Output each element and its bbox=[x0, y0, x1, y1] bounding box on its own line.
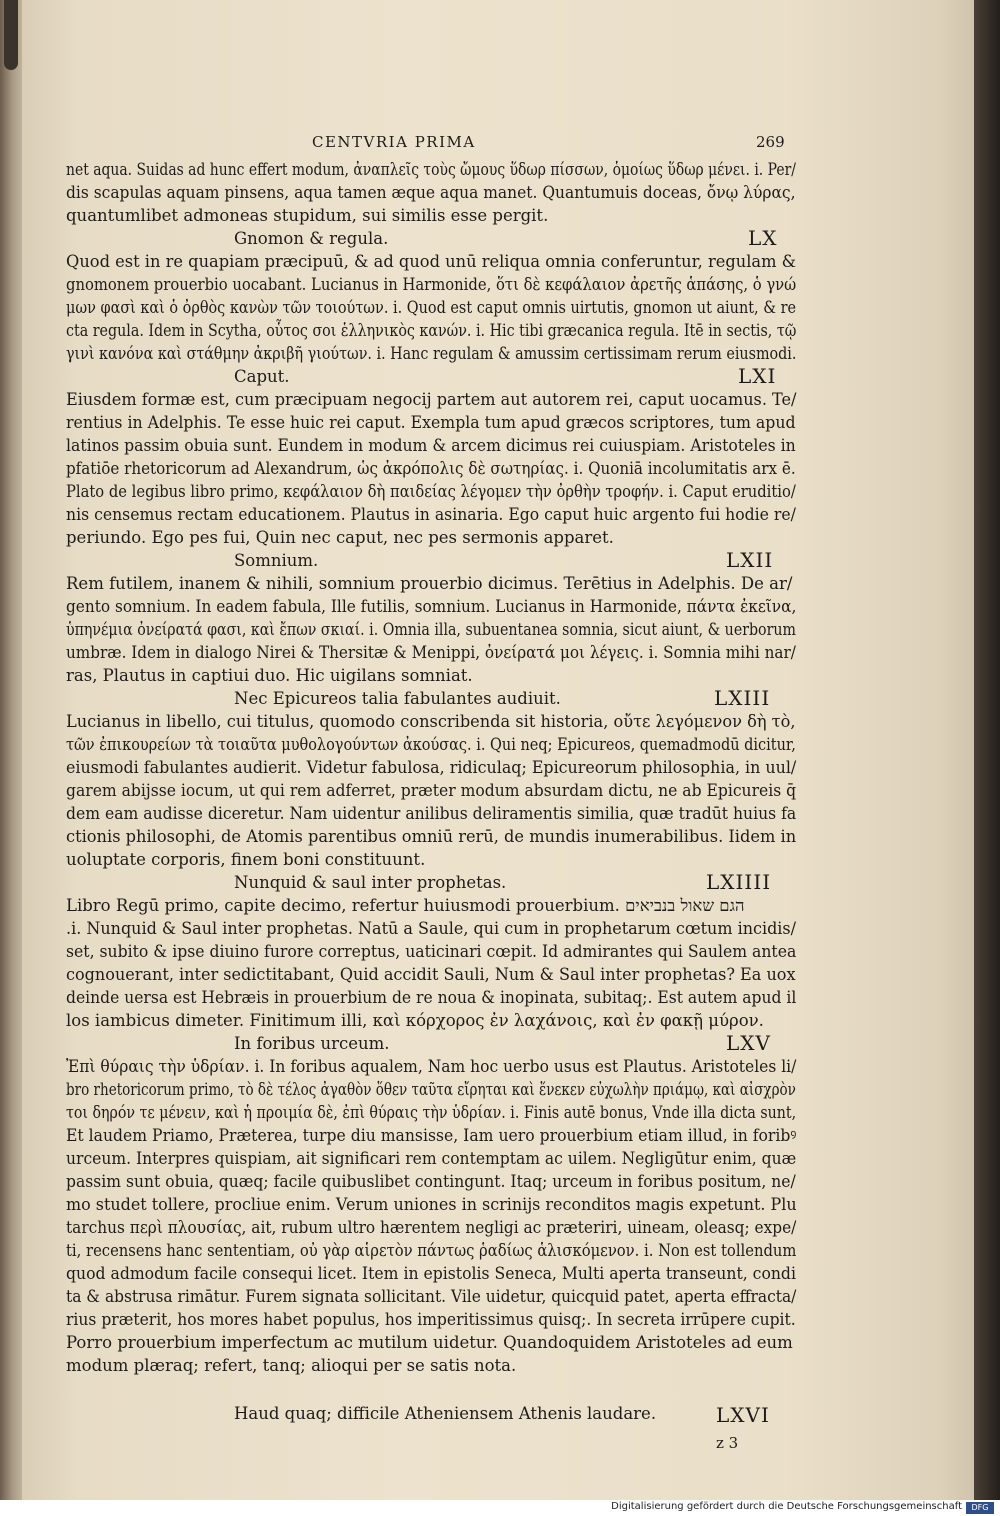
text-line: bro rhetoricorum primo, τὸ δὲ τέλος ἀγαθὸν ὅθεν ταῦτα εἴρηται καὶ ἕνεκεν εὐχωλὴν πριάμῳ, καὶ αἰσχρὸν bbox=[66, 1080, 796, 1099]
heading-title: Gnomon & regula. bbox=[234, 229, 389, 248]
heading-number: LXII bbox=[726, 548, 774, 572]
page-edge-shadow bbox=[974, 0, 1000, 1500]
text-line: gnomonem prouerbio uocabant. Lucianus in Harmonide, ὅτι δὲ κεφάλαιον ἀρετῆς ἁπάσης, ὁ γνώ bbox=[66, 275, 797, 294]
text-line: ὑπηνέμια ὀνείρατά φασι, καὶ ἔπων σκιαί. i. Omnia illa, subuentanea somnia, sicut aiunt, & uerborum bbox=[66, 620, 796, 639]
text-line: set, subito & ipse diuino furore correptus, uaticinari cœpit. Id admirantes qui Saulem antea bbox=[66, 942, 797, 961]
heading-number: LXI bbox=[738, 364, 777, 388]
heading-number: LXVI bbox=[716, 1403, 770, 1427]
heading-title: Haud quaq; difficile Atheniensem Athenis laudare. bbox=[234, 1404, 657, 1423]
text-line: Eiusdem formæ est, cum præcipuam negocij partem aut autorem rei, caput uocamus. Te/ bbox=[66, 390, 797, 409]
running-head: CENTVRIA PRIMA bbox=[312, 133, 476, 151]
folio-number: 269 bbox=[756, 133, 785, 151]
text-line: τοι δηρόν τε μένειν, καὶ ἡ προιμία δὲ, ἐπὶ θύραις τὴν ὑδρίαν. i. Finis autē bonus, Vnde illa dicta sunt, bbox=[66, 1103, 797, 1122]
text-line: Libro Regū primo, capite decimo, refertur huiusmodi prouerbium. הגם שאול בנביאים bbox=[66, 896, 745, 915]
text-line: gento somnium. In eadem fabula, Ille futilis, somnium. Lucianus in Harmonide, πάντα ἐκεῖνα, bbox=[66, 597, 797, 616]
text-line: tarchus περὶ πλουσίας, ait, rubum ultro hærentem negligi ac præteriri, uineam, oleasq; expe/ bbox=[66, 1218, 797, 1237]
text-line: ti, recensens hanc sententiam, οὐ γὰρ αἱρετὸν πάντως ῥαδίως ἁλισκόμενον. i. Non est tollendum bbox=[66, 1241, 797, 1260]
text-line: cognouerant, inter sedictitabant, Quid accidit Sauli, Num & Saul inter prophetas? Ea uox bbox=[66, 965, 796, 984]
text-line: .i. Nunquid & Saul inter prophetas. Natū a Saule, qui cum in prophetarum cœtum incidis/ bbox=[66, 919, 797, 938]
text-line: latinos passim obuia sunt. Eundem in modum & arcem dicimus rei cuiuspiam. Aristoteles in bbox=[66, 436, 796, 455]
footer-credit: Digitalisierung gefördert durch die Deutsche Forschungsgemeinschaft bbox=[611, 1501, 962, 1512]
text-line: Quod est in re quapiam præcipuū, & ad quod unū reliqua omnia conferuntur, regulam & bbox=[66, 252, 797, 271]
text-line: quod admodum facile consequi licet. Item in epistolis Seneca, Multi aperta transeunt, condi bbox=[66, 1264, 796, 1283]
text-line: dis scapulas aquam pinsens, aqua tamen æque aqua manet. Quantumuis doceas, ὄνῳ λύρας, bbox=[66, 183, 796, 202]
binding-spine bbox=[4, 0, 18, 70]
text-line: eiusmodi fabulantes audierit. Videtur fabulosa, ridiculaq; Epicureorum philosophia, in uul/ bbox=[66, 758, 797, 777]
heading-title: Nec Epicureos talia fabulantes audiuit. bbox=[234, 689, 561, 708]
text-line: Rem futilem, inanem & nihili, somnium prouerbio dicimus. Terētius in Adelphis. De ar/ bbox=[66, 574, 793, 593]
text-line: nis censemus rectam educationem. Plautus in asinaria. Ego caput huic argento fui hodie re/ bbox=[66, 505, 796, 524]
text-line: ctionis philosophi, de Atomis parentibus omniū rerū, de mundis inumerabilibus. Iidem in bbox=[66, 827, 797, 846]
text-line: los iambicus dimeter. Finitimum illi, καὶ κόρχορος ἐν λαχάνοις, καὶ ἐν φακῇ μύρον. bbox=[66, 1011, 764, 1030]
text-line: rentius in Adelphis. Te esse huic rei caput. Exempla tum apud græcos scriptores, tum apud bbox=[66, 413, 796, 432]
heading-number: LXV bbox=[726, 1031, 771, 1055]
text-line: cta regula. Idem in Scytha, οὗτος σοι ἑλληνικὸς κανών. i. Hic tibi græcanica regula. Itē in sectis, τῷ bbox=[66, 321, 797, 340]
text-line: umbræ. Idem in dialogo Nirei & Thersitæ & Menippi, ὀνείρατά μοι λέγεις. i. Somnia mihi nar/ bbox=[66, 643, 796, 662]
heading-number: LXIIII bbox=[706, 870, 772, 894]
text-line: ta & abstrusa rimātur. Furem signata sollicitant. Vile uidetur, quicquid patet, aperta effracta/ bbox=[66, 1287, 797, 1306]
heading-title: Nunquid & saul inter prophetas. bbox=[234, 873, 507, 892]
text-line: modum plæraq; refert, tanq; alioqui per se satis nota. bbox=[66, 1356, 517, 1375]
heading-title: Somnium. bbox=[234, 551, 319, 570]
text-line: rius præterit, hos mores habet populus, hos imperitissimus quisq;. In secreta irrūpere cupit. bbox=[66, 1310, 796, 1329]
text-line: Porro prouerbium imperfectum ac mutilum uidetur. Quandoquidem Aristoteles ad eum bbox=[66, 1333, 793, 1352]
heading-title: In foribus urceum. bbox=[234, 1034, 390, 1053]
text-line: pfatiōe rhetoricorum ad Alexandrum, ὡς ἀκρόπολις δὲ σωτηρίας. i. Quoniā incolumitatis arx ē. bbox=[66, 459, 796, 478]
digitization-footer bbox=[0, 1500, 1000, 1516]
heading-number: LX bbox=[748, 226, 778, 250]
text-line: Et laudem Priamo, Præterea, turpe diu mansisse, Iam uero prouerbium etiam illud, in foribꝰ bbox=[66, 1126, 797, 1145]
text-line: ras, Plautus in captiui duo. Hic uigilans somniat. bbox=[66, 666, 473, 685]
text-line: deinde uersa est Hebræis in prouerbium de re noua & inopinata, subitaq;. Est autem apud il bbox=[66, 988, 797, 1007]
text-line: quantumlibet admoneas stupidum, sui similis esse pergit. bbox=[66, 206, 549, 225]
dfg-logo: DFG bbox=[966, 1502, 994, 1514]
text-line: dem eam audisse diceretur. Nam uidentur anilibus deliramentis similia, quæ tradūt huius fa bbox=[66, 804, 797, 823]
text-line: passim sunt obuia, quæq; facile quibuslibet contingunt. Itaq; urceum in foribus positum, ne/ bbox=[66, 1172, 796, 1191]
text-line: Plato de legibus libro primo, κεφάλαιον δὴ παιδείας λέγομεν τὴν ὀρθὴν τροφήν. i. Caput eruditio/ bbox=[66, 482, 796, 501]
text-line: γινὶ κανόνα καὶ στάθμην ἀκριβῆ γιούτων. i. Hanc regulam & amussim certissimam rerum eiusmodi. bbox=[66, 344, 797, 363]
text-line: urceum. Interpres quispiam, ait significari rem contemptam ac uilem. Negligūtur enim, quæ bbox=[66, 1149, 797, 1168]
signature-mark: z 3 bbox=[716, 1434, 739, 1452]
text-line: μων φασὶ καὶ ὁ ὀρθὸς κανὼν τῶν τοιούτων. i. Quod est caput omnis uirtutis, gnomon ut aiunt, & re bbox=[66, 298, 797, 317]
text-line: Ἐπὶ θύραις τὴν ὑδρίαν. i. In foribus aqualem, Nam hoc uerbo usus est Plautus. Aristoteles li/ bbox=[66, 1057, 797, 1076]
heading-title: Caput. bbox=[234, 367, 290, 386]
text-line: periundo. Ego pes fui, Quin nec caput, nec pes sermonis apparet. bbox=[66, 528, 614, 547]
text-line: garem abijsse iocum, ut qui rem adferret, præter modum absurdam dictu, ne ab Epicureis q̄ bbox=[66, 781, 797, 800]
heading-number: LXIII bbox=[714, 686, 771, 710]
text-line: net aqua. Suidas ad hunc effert modum, ἀναπλεῖς τοὺς ὤμους ὕδωρ πίσσων, ὁμοίως ὕδωρ μένει. i. Per/ bbox=[66, 160, 796, 179]
text-line: Lucianus in libello, cui titulus, quomodo conscribenda sit historia, οὔτε λεγόμενον δὴ τὸ, bbox=[66, 712, 796, 731]
text-line: τῶν ἐπικουρείων τὰ τοιαῦτα μυθολογούντων ἀκούσας. i. Qui neq; Epicureos, quemadmodū dicitur, bbox=[66, 735, 796, 754]
text-line: uoluptate corporis, finem boni constituunt. bbox=[66, 850, 426, 869]
text-line: mo studet tollere, procliue enim. Verum uniones in scrinijs reconditos magis expetunt. Plu bbox=[66, 1195, 797, 1214]
